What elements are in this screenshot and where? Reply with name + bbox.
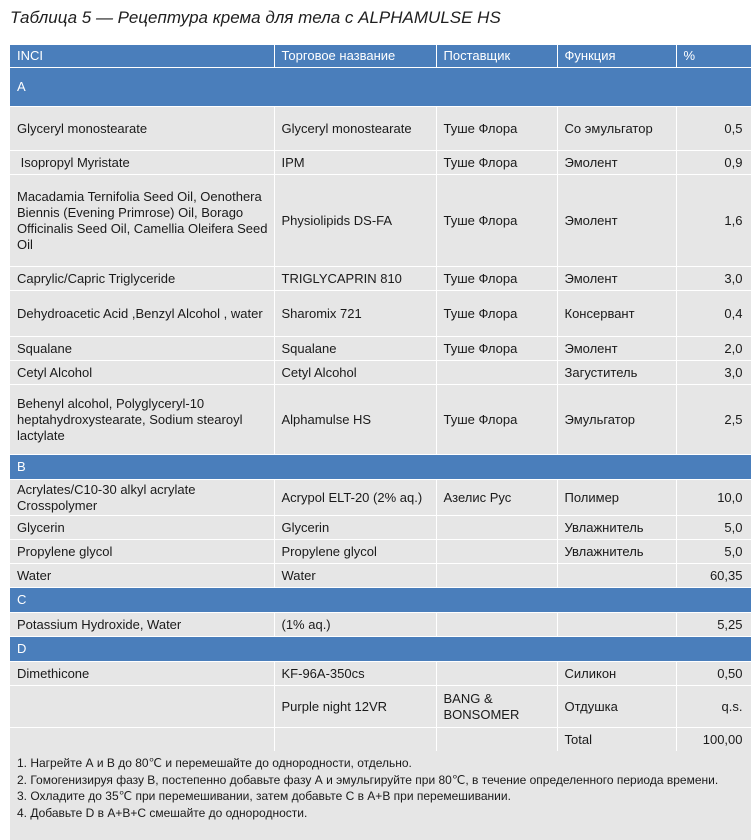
table-title: Таблица 5 — Рецептура крема для тела с ALPHAMULSE HS — [10, 8, 501, 27]
cell-function: Отдушка — [557, 686, 676, 728]
cell-function: Полимер — [557, 480, 676, 516]
cell-function: Эмульгатор — [557, 385, 676, 455]
procedure-notes — [10, 751, 751, 840]
cell-inci: Cetyl Alcohol — [10, 361, 274, 385]
cell-function: Эмолент — [557, 337, 676, 361]
cell-supplier: Туше Флора — [436, 175, 557, 267]
cell-trade: Water — [274, 564, 436, 588]
cell-supplier: BANG & BONSOMER — [436, 686, 557, 728]
table-row — [10, 613, 751, 637]
cell-percent: 3,0 — [676, 361, 751, 385]
cell-inci: Dehydroacetic Acid ,Benzyl Alcohol , water — [10, 291, 274, 337]
cell-function: Загуститель — [557, 361, 676, 385]
phase-label: D — [10, 637, 751, 662]
table-row — [10, 564, 751, 588]
cell-trade: Glyceryl monostearate — [274, 107, 436, 151]
table-row — [10, 385, 751, 455]
cell-percent: 5,0 — [676, 540, 751, 564]
cell-inci — [10, 686, 274, 728]
cell-percent: 2,5 — [676, 385, 751, 455]
table-row — [10, 151, 751, 175]
note-step-4: 4. Добавьте D в А+В+С смешайте до однородности. — [17, 805, 308, 820]
cell-total-value: 100,00 — [676, 728, 751, 752]
cell-function: Со эмульгатор — [557, 107, 676, 151]
cell-inci: Water — [10, 564, 274, 588]
note-step-2: 2. Гомогенизируя фазу В, постепенно добавьте фазу А и эмульгируйте при 80℃, в течение определенного периода времени. — [17, 772, 719, 787]
cell-supplier: Туше Флора — [436, 151, 557, 175]
cell-function: Консервант — [557, 291, 676, 337]
cell-trade: Acrypol ELT-20 (2% aq.) — [274, 480, 436, 516]
cell-inci: Caprylic/Capric Triglyceride — [10, 267, 274, 291]
cell-percent: 1,6 — [676, 175, 751, 267]
cell-supplier: Туше Флора — [436, 107, 557, 151]
cell-percent: 0,9 — [676, 151, 751, 175]
cell-percent: 0,4 — [676, 291, 751, 337]
cell-supplier — [436, 662, 557, 686]
cell-supplier — [436, 613, 557, 637]
cell-inci: Behenyl alcohol, Polyglyceryl-10 heptahydroxystearate, Sodium stearoyl lactylate — [10, 385, 274, 455]
cell-trade: Physiolipids DS-FA — [274, 175, 436, 267]
header-inci: INCI — [10, 45, 274, 68]
cell-trade: IPM — [274, 151, 436, 175]
cell-trade: (1% aq.) — [274, 613, 436, 637]
header-function: Функция — [557, 45, 676, 68]
cell-trade: Glycerin — [274, 516, 436, 540]
cell-supplier: Азелис Рус — [436, 480, 557, 516]
phase-row-b — [10, 455, 751, 480]
header-percent: % — [676, 45, 751, 68]
cell-inci: Macadamia Ternifolia Seed Oil, Oenothera Biennis (Evening Primrose) Oil, Borago Officinalis Seed Oil, Camellia Oleifera Seed Oil — [10, 175, 274, 267]
table-row — [10, 540, 751, 564]
cell-supplier: Туше Флора — [436, 291, 557, 337]
cell-inci: Dimethicone — [10, 662, 274, 686]
cell-trade: KF-96A-350cs — [274, 662, 436, 686]
table-row — [10, 267, 751, 291]
cell-percent: 0,50 — [676, 662, 751, 686]
cell-percent: 5,0 — [676, 516, 751, 540]
table-row — [10, 107, 751, 151]
cell-supplier: Туше Флора — [436, 385, 557, 455]
cell-trade: TRIGLYCAPRIN 810 — [274, 267, 436, 291]
total-row — [10, 728, 751, 752]
cell-percent: 5,25 — [676, 613, 751, 637]
cell-function: Увлажнитель — [557, 516, 676, 540]
cell-inci: Glyceryl monostearate — [10, 107, 274, 151]
cell-trade: Cetyl Alcohol — [274, 361, 436, 385]
cell-trade: Sharomix 721 — [274, 291, 436, 337]
table-row — [10, 361, 751, 385]
cell-supplier — [436, 361, 557, 385]
cell-total-label: Total — [557, 728, 676, 752]
cell-trade — [274, 728, 436, 752]
table-row — [10, 662, 751, 686]
table-row — [10, 291, 751, 337]
table-row — [10, 516, 751, 540]
table-row — [10, 175, 751, 267]
cell-percent: q.s. — [676, 686, 751, 728]
cell-trade: Squalane — [274, 337, 436, 361]
cell-function: Увлажнитель — [557, 540, 676, 564]
cell-supplier — [436, 540, 557, 564]
cell-supplier — [436, 728, 557, 752]
cell-function — [557, 613, 676, 637]
phase-row-a — [10, 68, 751, 107]
cell-percent: 3,0 — [676, 267, 751, 291]
phase-row-c — [10, 588, 751, 613]
header-trade-name: Торговое название — [274, 45, 436, 68]
cell-inci: Potassium Hydroxide, Water — [10, 613, 274, 637]
phase-label: B — [10, 455, 751, 480]
cell-percent: 2,0 — [676, 337, 751, 361]
note-step-1: 1. Нагрейте А и В до 80℃ и перемешайте до однородности, отдельно. — [17, 756, 412, 770]
cell-inci: Squalane — [10, 337, 274, 361]
cell-percent: 60,35 — [676, 564, 751, 588]
cell-inci — [10, 728, 274, 752]
header-row — [10, 45, 751, 68]
table-row — [10, 686, 751, 728]
cell-supplier — [436, 564, 557, 588]
cell-percent: 10,0 — [676, 480, 751, 516]
cell-function: Силикон — [557, 662, 676, 686]
cell-trade: Purple night 12VR — [274, 686, 436, 728]
cell-supplier: Туше Флора — [436, 267, 557, 291]
cell-function: Эмолент — [557, 151, 676, 175]
cell-inci: Acrylates/C10-30 alkyl acrylate Crosspolymer — [10, 480, 274, 516]
formulation-table — [10, 45, 752, 752]
cell-inci: Propylene glycol — [10, 540, 274, 564]
phase-label: A — [10, 68, 751, 107]
table-row — [10, 480, 751, 516]
cell-supplier — [436, 516, 557, 540]
cell-percent: 0,5 — [676, 107, 751, 151]
cell-inci: Glycerin — [10, 516, 274, 540]
cell-inci: Isopropyl Myristate — [10, 151, 274, 175]
cell-function — [557, 564, 676, 588]
phase-row-d — [10, 637, 751, 662]
table-row — [10, 337, 751, 361]
note-step-3: 3. Охладите до 35℃ при перемешивании, затем добавьте С в А+В при перемешивании. — [17, 789, 511, 803]
cell-function: Эмолент — [557, 175, 676, 267]
header-supplier: Поставщик — [436, 45, 557, 68]
cell-trade: Propylene glycol — [274, 540, 436, 564]
cell-supplier: Туше Флора — [436, 337, 557, 361]
phase-label: C — [10, 588, 751, 613]
cell-trade: Alphamulse HS — [274, 385, 436, 455]
cell-function: Эмолент — [557, 267, 676, 291]
